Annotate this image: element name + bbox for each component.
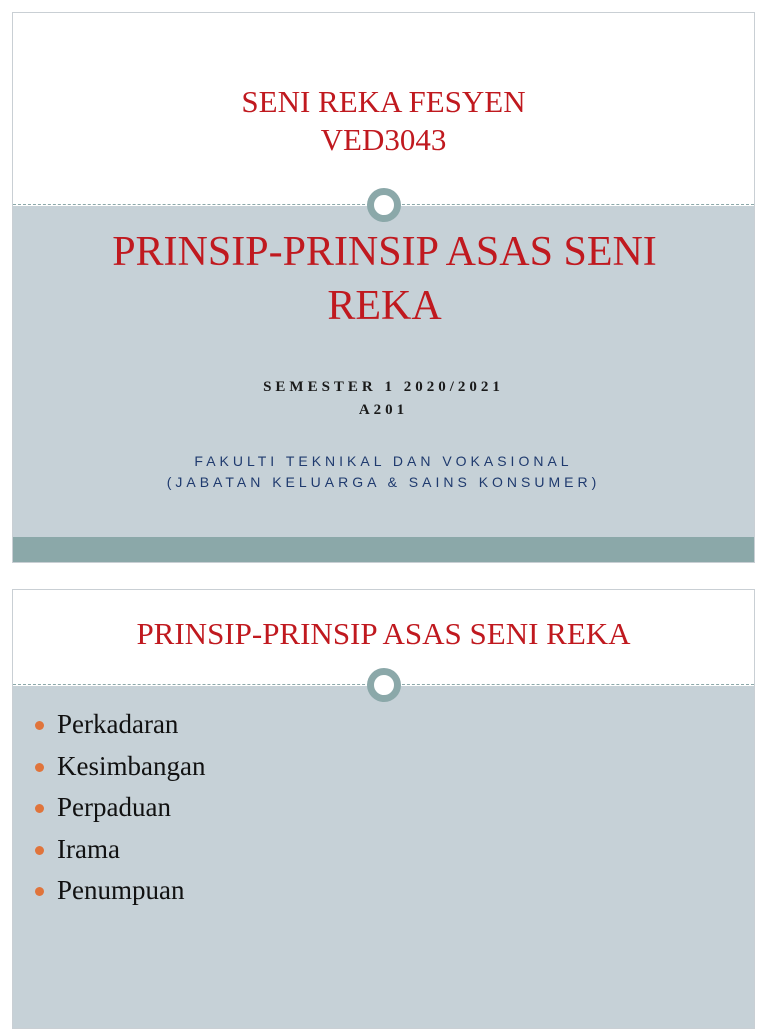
semester-info — [13, 376, 754, 422]
title-slide-header — [13, 13, 754, 206]
principles-list — [35, 704, 205, 912]
bullet-icon — [35, 763, 44, 772]
list-item-text: Irama — [57, 833, 120, 864]
bullet-icon — [35, 804, 44, 813]
bullet-icon — [35, 887, 44, 896]
bullet-icon — [35, 721, 44, 730]
ring-ornament-icon — [367, 188, 401, 222]
slide-title: PRINSIP-PRINSIP ASAS SENI REKA — [112, 229, 657, 329]
course-name: SENI REKA FESYEN — [241, 84, 526, 119]
list-item — [35, 829, 205, 871]
faculty-name: FAKULTI TEKNIKAL DAN VOKASIONAL — [194, 453, 573, 469]
course-heading — [13, 83, 754, 159]
title-slide — [12, 12, 755, 563]
list-item — [35, 746, 205, 788]
course-code: VED3043 — [320, 122, 447, 157]
session-code: A201 — [358, 402, 409, 418]
faculty-info — [13, 451, 754, 493]
content-slide-title: PRINSIP-PRINSIP ASAS SENI REKA — [136, 616, 631, 651]
content-slide — [12, 589, 755, 1029]
list-item-text: Penumpuan — [57, 875, 185, 905]
list-item-text: Perpaduan — [57, 792, 171, 822]
ring-ornament-icon — [367, 668, 401, 702]
list-item — [35, 787, 205, 829]
footer-band — [13, 537, 754, 563]
bullet-icon — [35, 846, 44, 855]
list-item — [35, 870, 205, 912]
list-item — [35, 704, 205, 746]
department-name: (JABATAN KELUARGA & SAINS KONSUMER) — [166, 474, 601, 490]
list-item-text: Perkadaran — [57, 709, 179, 739]
semester-label: SEMESTER 1 2020/2021 — [263, 379, 504, 395]
list-item-text: Kesimbangan — [57, 750, 206, 781]
